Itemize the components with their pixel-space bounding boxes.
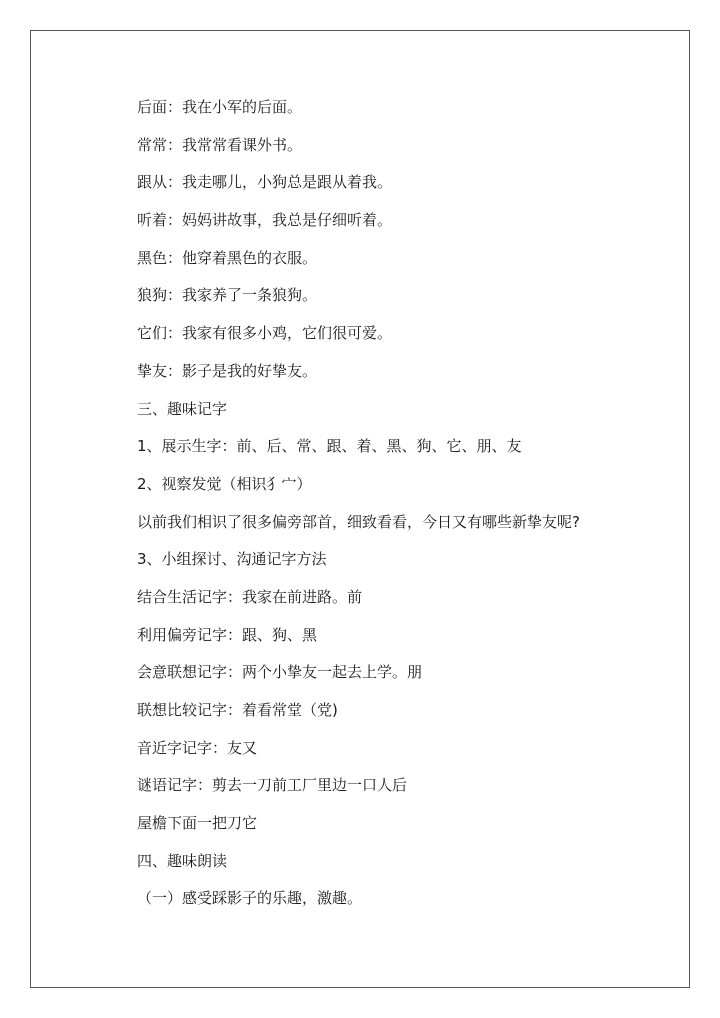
text-line: 谜语记字：剪去一刀前工厂里边一口人后 — [137, 776, 408, 795]
text-line: 它们：我家有很多小鸡，它们很可爱。 — [137, 324, 393, 343]
text-line: 后面：我在小军的后面。 — [137, 98, 303, 116]
section-heading: 四、趣味朗读 — [137, 851, 228, 870]
text-line: 跟从：我走哪儿，小狗总是跟从着我。 — [137, 173, 393, 192]
text-line: 会意联想记字：两个小挚友一起去上学。朋 — [137, 663, 423, 682]
document-body — [137, 93, 677, 922]
text-line: 听着：妈妈讲故事，我总是仔细听着。 — [137, 211, 393, 230]
section-heading: 三、趣味记字 — [137, 399, 228, 418]
text-line: 音近字记字：友又 — [137, 738, 258, 757]
text-line: 联想比较记字：着看常堂（党) — [137, 701, 338, 719]
text-line: 狼狗：我家养了一条狼狗。 — [137, 286, 318, 305]
text-line: 以前我们相识了很多偏旁部首，细致看看，今日又有哪些新挚友呢? — [137, 512, 580, 531]
text-line: 常常：我常常看课外书。 — [137, 135, 303, 154]
text-line: 屋檐下面一把刀它 — [137, 814, 258, 833]
text-line: 1、展示生字：前、后、常、跟、着、黑、狗、它、朋、友 — [137, 437, 522, 456]
text-line: （一）感受踩影子的乐趣，激趣。 — [137, 889, 363, 908]
text-line: 利用偏旁记字：跟、狗、黑 — [137, 625, 318, 644]
text-line: 结合生活记字：我家在前进路。前 — [137, 587, 363, 606]
text-line: 3、小组探讨、沟通记字方法 — [137, 550, 327, 569]
text-line: 挚友：影子是我的好挚友。 — [137, 361, 318, 380]
text-line: 黑色：他穿着黑色的衣服。 — [137, 248, 318, 267]
text-line: 2、视察发觉（相识犭宀） — [137, 474, 312, 493]
